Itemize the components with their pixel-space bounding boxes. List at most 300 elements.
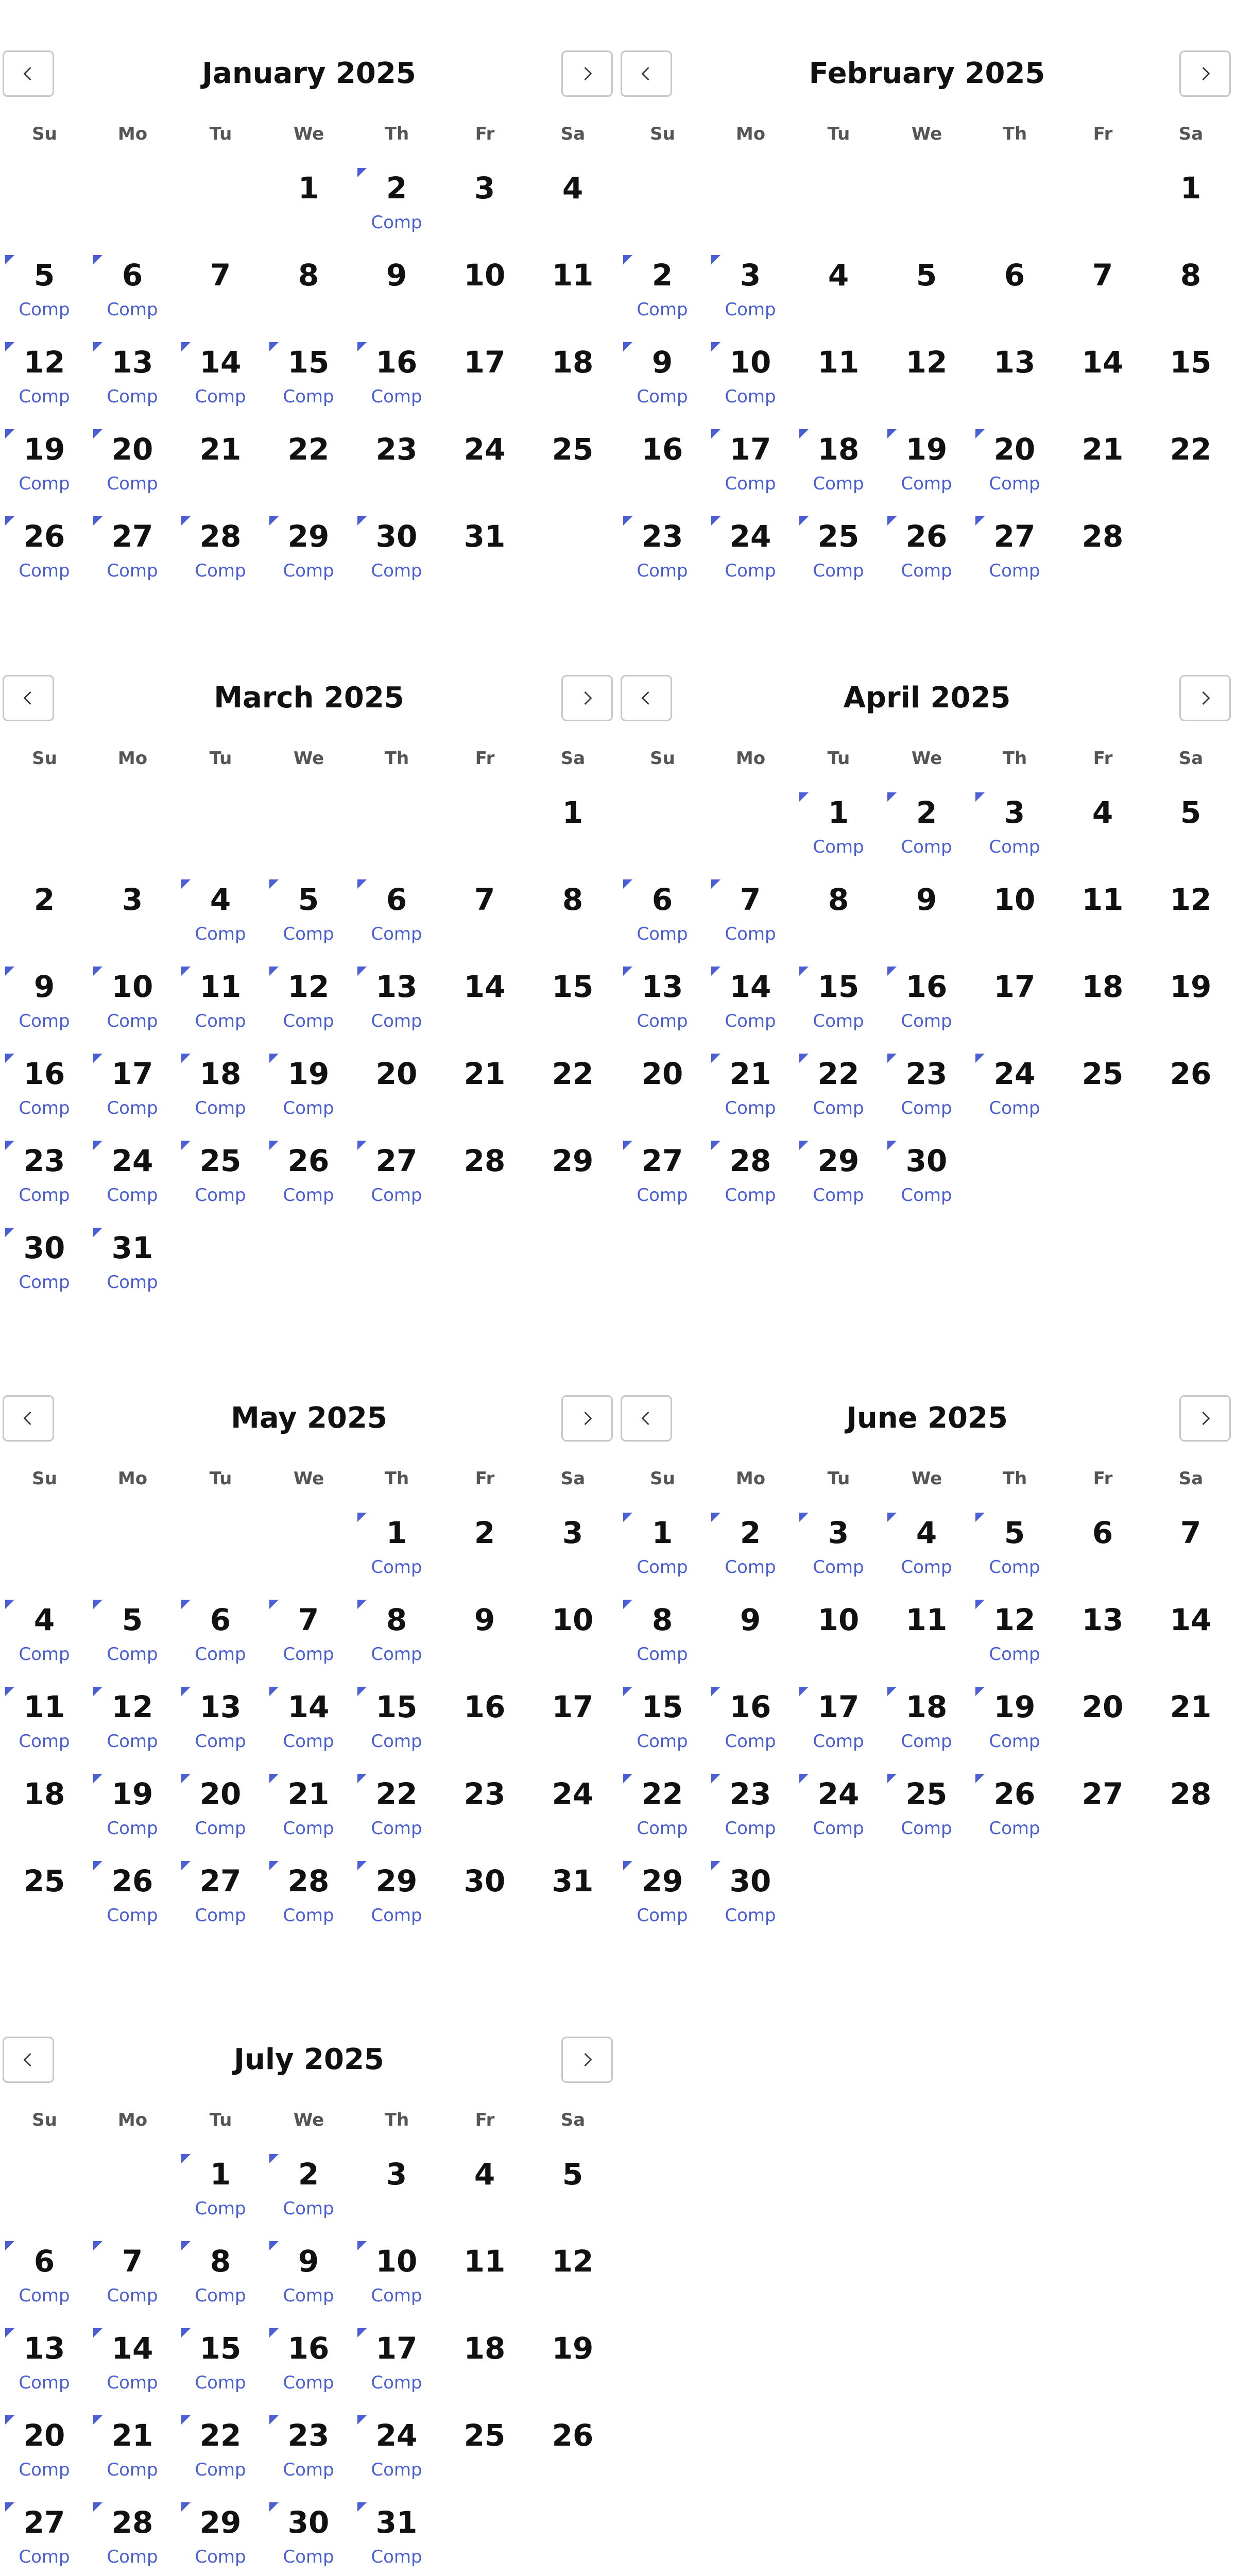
day-cell[interactable] <box>353 1040 440 1122</box>
previous-month-button[interactable] <box>3 50 54 97</box>
next-month-button[interactable] <box>1179 1395 1231 1442</box>
day-cell[interactable] <box>353 1760 440 1842</box>
day-cell[interactable] <box>883 866 970 947</box>
day-cell[interactable] <box>971 953 1058 1035</box>
day-number: 10 <box>993 882 1036 917</box>
previous-month-button[interactable] <box>621 1395 672 1442</box>
day-cell[interactable] <box>1059 1673 1146 1755</box>
day-cell[interactable] <box>1147 1586 1234 1668</box>
day-cell[interactable] <box>177 503 264 584</box>
comp-label: Comp <box>989 837 1040 857</box>
day-cell[interactable] <box>883 1040 970 1122</box>
corner-marker-icon <box>975 1513 985 1522</box>
corner-marker-icon <box>181 1774 191 1783</box>
day-cell[interactable] <box>529 1848 616 1929</box>
day-cell[interactable] <box>883 1127 970 1209</box>
day-cell[interactable] <box>795 1673 882 1755</box>
day-cell[interactable] <box>353 866 440 947</box>
comp-label: Comp <box>107 1905 158 1926</box>
day-cell[interactable] <box>353 1499 440 1581</box>
day-number: 31 <box>111 1230 153 1265</box>
day-cell[interactable] <box>1059 1499 1146 1581</box>
day-cell[interactable] <box>353 242 440 323</box>
day-cell[interactable] <box>441 2141 528 2222</box>
day-cell[interactable] <box>265 503 352 584</box>
day-cell[interactable] <box>441 1499 528 1581</box>
day-cell[interactable] <box>1059 1040 1146 1122</box>
day-cell[interactable] <box>441 1127 528 1209</box>
day-number: 17 <box>552 1689 594 1724</box>
day-cell[interactable] <box>177 2228 264 2309</box>
day-cell[interactable] <box>1147 242 1234 323</box>
day-cell[interactable] <box>353 1848 440 1929</box>
day-cell[interactable] <box>795 503 882 584</box>
day-number: 7 <box>210 258 231 293</box>
day-cell[interactable] <box>265 1586 352 1668</box>
day-cell[interactable] <box>1059 1760 1146 1842</box>
day-cell[interactable] <box>265 329 352 410</box>
day-cell[interactable] <box>971 242 1058 323</box>
day-cell[interactable] <box>529 2315 616 2396</box>
day-number: 29 <box>287 519 330 554</box>
day-cell[interactable] <box>795 1760 882 1842</box>
day-cell[interactable] <box>1 1760 88 1842</box>
day-cell[interactable] <box>1147 155 1234 236</box>
day-cell[interactable] <box>619 866 706 947</box>
corner-marker-icon <box>5 2241 14 2250</box>
day-number: 1 <box>210 2157 231 2192</box>
day-number: 31 <box>375 2505 418 2540</box>
day-cell[interactable] <box>265 2402 352 2483</box>
day-cell[interactable] <box>1 2228 88 2309</box>
day-cell[interactable] <box>1 329 88 410</box>
corner-marker-icon <box>623 516 632 526</box>
day-cell[interactable] <box>441 2402 528 2483</box>
day-cell[interactable] <box>89 242 176 323</box>
next-month-button[interactable] <box>561 1395 613 1442</box>
day-cell[interactable] <box>529 416 616 497</box>
day-number: 25 <box>817 519 860 554</box>
day-cell[interactable] <box>177 329 264 410</box>
day-cell[interactable] <box>441 329 528 410</box>
day-number: 3 <box>386 2157 407 2192</box>
day-cell[interactable] <box>883 1499 970 1581</box>
day-cell[interactable] <box>795 866 882 947</box>
comp-label: Comp <box>107 1185 158 1206</box>
day-cell[interactable] <box>1 2315 88 2396</box>
day-cell[interactable] <box>795 242 882 323</box>
corner-marker-icon <box>93 1687 102 1696</box>
corner-marker-icon <box>181 1600 191 1609</box>
day-number: 31 <box>552 1863 594 1899</box>
next-month-button[interactable] <box>1179 50 1231 97</box>
day-cell[interactable] <box>1059 866 1146 947</box>
day-cell[interactable] <box>971 1499 1058 1581</box>
day-cell[interactable] <box>89 2315 176 2396</box>
corner-marker-icon <box>357 967 367 976</box>
day-cell[interactable] <box>971 416 1058 497</box>
day-number: 8 <box>1180 258 1201 293</box>
day-cell[interactable] <box>441 953 528 1035</box>
comp-label: Comp <box>195 1731 246 1752</box>
day-cell[interactable] <box>353 1586 440 1668</box>
day-cell[interactable] <box>883 242 970 323</box>
day-cell[interactable] <box>1059 416 1146 497</box>
day-cell[interactable] <box>177 1673 264 1755</box>
next-month-button[interactable] <box>561 50 613 97</box>
day-cell[interactable] <box>1147 416 1234 497</box>
day-number: 16 <box>905 969 948 1004</box>
comp-label: Comp <box>637 1818 688 1839</box>
day-cell[interactable] <box>529 953 616 1035</box>
previous-month-button[interactable] <box>621 50 672 97</box>
day-cell[interactable] <box>177 1760 264 1842</box>
day-cell[interactable] <box>441 503 528 584</box>
day-number: 12 <box>552 2244 594 2279</box>
comp-label: Comp <box>813 473 864 494</box>
day-cell[interactable] <box>441 2228 528 2309</box>
day-cell[interactable] <box>707 503 794 584</box>
day-cell[interactable] <box>795 416 882 497</box>
corner-marker-icon <box>887 1054 897 1063</box>
day-number: 4 <box>562 171 583 206</box>
day-cell[interactable] <box>971 329 1058 410</box>
day-number: 19 <box>1170 969 1212 1004</box>
corner-marker-icon <box>711 1687 720 1696</box>
day-cell[interactable] <box>971 503 1058 584</box>
day-cell[interactable] <box>883 416 970 497</box>
day-cell[interactable] <box>795 329 882 410</box>
weekday-label: We <box>911 124 942 144</box>
day-cell[interactable] <box>265 1760 352 1842</box>
comp-label: Comp <box>901 1098 952 1118</box>
day-cell[interactable] <box>529 1040 616 1122</box>
corner-marker-icon <box>799 516 809 526</box>
day-cell[interactable] <box>1 866 88 947</box>
day-cell[interactable] <box>265 2489 352 2570</box>
day-number: 18 <box>199 1056 242 1091</box>
day-cell[interactable] <box>707 1499 794 1581</box>
day-number: 21 <box>199 432 242 467</box>
day-cell[interactable] <box>619 1499 706 1581</box>
day-cell[interactable] <box>707 1848 794 1929</box>
day-cell[interactable] <box>707 866 794 947</box>
day-cell[interactable] <box>265 2228 352 2309</box>
day-cell[interactable] <box>795 779 882 860</box>
day-cell[interactable] <box>353 416 440 497</box>
day-cell[interactable] <box>441 242 528 323</box>
day-cell[interactable] <box>795 1586 882 1668</box>
day-cell[interactable] <box>971 1760 1058 1842</box>
comp-label: Comp <box>371 386 422 407</box>
day-cell[interactable] <box>619 416 706 497</box>
comp-label: Comp <box>19 1731 70 1752</box>
day-number: 13 <box>23 2331 65 2366</box>
day-cell[interactable] <box>619 503 706 584</box>
day-cell[interactable] <box>795 953 882 1035</box>
day-cell[interactable] <box>529 1586 616 1668</box>
day-cell[interactable] <box>177 1040 264 1122</box>
day-cell[interactable] <box>883 953 970 1035</box>
day-cell[interactable] <box>1 1586 88 1668</box>
day-cell[interactable] <box>353 2141 440 2222</box>
day-cell[interactable] <box>265 155 352 236</box>
day-cell[interactable] <box>353 503 440 584</box>
day-cell[interactable] <box>177 2402 264 2483</box>
day-cell[interactable] <box>707 416 794 497</box>
day-cell[interactable] <box>265 1127 352 1209</box>
day-cell[interactable] <box>1147 1040 1234 1122</box>
next-month-button[interactable] <box>561 2037 613 2083</box>
comp-label: Comp <box>371 2372 422 2393</box>
day-cell[interactable] <box>265 1848 352 1929</box>
day-cell[interactable] <box>529 2402 616 2483</box>
day-cell[interactable] <box>529 2228 616 2309</box>
day-cell[interactable] <box>707 1673 794 1755</box>
day-cell[interactable] <box>265 866 352 947</box>
day-cell[interactable] <box>529 329 616 410</box>
day-cell[interactable] <box>529 242 616 323</box>
corner-marker-icon <box>975 1774 985 1783</box>
day-number: 26 <box>111 1863 153 1899</box>
corner-marker-icon <box>357 1600 367 1609</box>
day-cell[interactable] <box>89 866 176 947</box>
comp-label: Comp <box>107 1644 158 1665</box>
day-cell[interactable] <box>353 2315 440 2396</box>
day-number: 8 <box>210 2244 231 2279</box>
day-cell[interactable] <box>353 953 440 1035</box>
day-cell[interactable] <box>177 416 264 497</box>
day-cell[interactable] <box>353 1673 440 1755</box>
day-number: 22 <box>817 1056 860 1091</box>
comp-label: Comp <box>371 2460 422 2480</box>
day-cell[interactable] <box>265 242 352 323</box>
day-cell[interactable] <box>619 1760 706 1842</box>
corner-marker-icon <box>975 1600 985 1609</box>
day-cell[interactable] <box>707 329 794 410</box>
day-cell[interactable] <box>177 2315 264 2396</box>
day-cell[interactable] <box>265 2141 352 2222</box>
day-cell[interactable] <box>441 1760 528 1842</box>
day-cell[interactable] <box>1 416 88 497</box>
day-cell[interactable] <box>1 1214 88 1296</box>
day-cell[interactable] <box>707 1760 794 1842</box>
day-cell[interactable] <box>619 329 706 410</box>
day-cell[interactable] <box>441 416 528 497</box>
day-cell[interactable] <box>883 1760 970 1842</box>
comp-label: Comp <box>107 473 158 494</box>
comp-label: Comp <box>637 1557 688 1578</box>
day-cell[interactable] <box>1 1127 88 1209</box>
day-cell[interactable] <box>353 155 440 236</box>
day-number: 22 <box>375 1776 418 1811</box>
day-cell[interactable] <box>707 1127 794 1209</box>
day-cell[interactable] <box>971 779 1058 860</box>
day-cell[interactable] <box>265 1040 352 1122</box>
day-cell[interactable] <box>265 1673 352 1755</box>
day-cell[interactable] <box>707 242 794 323</box>
day-cell[interactable] <box>1 1673 88 1755</box>
day-cell[interactable] <box>1147 953 1234 1035</box>
day-cell[interactable] <box>971 1673 1058 1755</box>
previous-month-button[interactable] <box>621 675 672 721</box>
weekday-label: Th <box>1002 124 1027 144</box>
comp-label: Comp <box>283 2285 334 2306</box>
day-cell[interactable] <box>89 2489 176 2570</box>
day-cell[interactable] <box>1 953 88 1035</box>
day-cell[interactable] <box>89 2228 176 2309</box>
day-cell[interactable] <box>795 1040 882 1122</box>
next-month-button[interactable] <box>561 675 613 721</box>
day-cell[interactable] <box>1059 779 1146 860</box>
day-cell[interactable] <box>89 1673 176 1755</box>
day-cell[interactable] <box>883 779 970 860</box>
day-cell[interactable] <box>265 953 352 1035</box>
day-cell[interactable] <box>619 1127 706 1209</box>
day-cell[interactable] <box>971 1040 1058 1122</box>
day-cell[interactable] <box>883 1673 970 1755</box>
weekday-label: Fr <box>475 1468 495 1489</box>
day-cell[interactable] <box>1147 779 1234 860</box>
day-cell[interactable] <box>353 2402 440 2483</box>
day-cell[interactable] <box>441 1673 528 1755</box>
day-cell[interactable] <box>1 1040 88 1122</box>
day-cell[interactable] <box>529 1127 616 1209</box>
day-cell[interactable] <box>89 1214 176 1296</box>
day-cell[interactable] <box>529 779 616 860</box>
day-number: 8 <box>386 1602 407 1637</box>
day-cell[interactable] <box>89 416 176 497</box>
day-number: 4 <box>33 1602 55 1637</box>
day-cell[interactable] <box>89 953 176 1035</box>
day-cell[interactable] <box>529 866 616 947</box>
day-cell[interactable] <box>1 1848 88 1929</box>
day-cell[interactable] <box>883 1586 970 1668</box>
day-cell[interactable] <box>1059 503 1146 584</box>
day-cell[interactable] <box>883 329 970 410</box>
day-cell[interactable] <box>707 953 794 1035</box>
day-cell[interactable] <box>353 2228 440 2309</box>
day-cell[interactable] <box>529 2141 616 2222</box>
weekday-label: Mo <box>117 1468 148 1489</box>
day-number: 21 <box>464 1056 506 1091</box>
day-cell[interactable] <box>265 416 352 497</box>
day-cell[interactable] <box>1147 1499 1234 1581</box>
day-cell[interactable] <box>619 1040 706 1122</box>
day-cell[interactable] <box>441 866 528 947</box>
day-cell[interactable] <box>441 155 528 236</box>
day-cell[interactable] <box>1147 329 1234 410</box>
day-cell[interactable] <box>441 2315 528 2396</box>
day-cell[interactable] <box>1 242 88 323</box>
weekday-label: Su <box>32 2110 57 2130</box>
day-cell[interactable] <box>353 329 440 410</box>
day-cell[interactable] <box>1147 866 1234 947</box>
day-cell[interactable] <box>265 2315 352 2396</box>
day-cell[interactable] <box>1059 329 1146 410</box>
day-cell[interactable] <box>1 503 88 584</box>
day-cell[interactable] <box>1147 1760 1234 1842</box>
day-cell[interactable] <box>441 1586 528 1668</box>
day-cell[interactable] <box>441 1848 528 1929</box>
day-cell[interactable] <box>177 2489 264 2570</box>
comp-label: Comp <box>989 561 1040 581</box>
day-cell[interactable] <box>619 242 706 323</box>
previous-month-button[interactable] <box>3 675 54 721</box>
day-cell[interactable] <box>441 1040 528 1122</box>
day-number: 22 <box>287 432 330 467</box>
comp-label: Comp <box>725 1818 776 1839</box>
day-cell[interactable] <box>177 2141 264 2222</box>
day-cell[interactable] <box>529 1760 616 1842</box>
day-cell[interactable] <box>1 2489 88 2570</box>
day-cell[interactable] <box>529 155 616 236</box>
day-cell[interactable] <box>971 866 1058 947</box>
day-cell[interactable] <box>177 1586 264 1668</box>
day-cell[interactable] <box>89 329 176 410</box>
day-cell[interactable] <box>177 1127 264 1209</box>
day-cell[interactable] <box>177 1848 264 1929</box>
day-cell[interactable] <box>177 953 264 1035</box>
day-cell[interactable] <box>619 1848 706 1929</box>
day-cell[interactable] <box>1059 1586 1146 1668</box>
day-cell[interactable] <box>1059 242 1146 323</box>
day-cell[interactable] <box>619 1673 706 1755</box>
day-cell[interactable] <box>883 503 970 584</box>
day-cell[interactable] <box>971 1586 1058 1668</box>
day-cell[interactable] <box>619 953 706 1035</box>
day-cell[interactable] <box>89 1127 176 1209</box>
day-cell[interactable] <box>177 866 264 947</box>
day-cell[interactable] <box>619 1586 706 1668</box>
previous-month-button[interactable] <box>3 2037 54 2083</box>
day-number: 30 <box>375 519 418 554</box>
day-cell[interactable] <box>529 1673 616 1755</box>
day-number: 4 <box>474 2157 495 2192</box>
day-cell[interactable] <box>353 2489 440 2570</box>
day-cell[interactable] <box>89 1848 176 1929</box>
day-cell[interactable] <box>707 1586 794 1668</box>
day-cell[interactable] <box>529 1499 616 1581</box>
day-number: 9 <box>740 1602 761 1637</box>
comp-label: Comp <box>371 2547 422 2567</box>
day-number: 17 <box>375 2331 418 2366</box>
day-number: 1 <box>828 795 849 830</box>
day-cell[interactable] <box>89 1040 176 1122</box>
comp-label: Comp <box>107 2547 158 2567</box>
day-cell[interactable] <box>89 2402 176 2483</box>
day-cell[interactable] <box>353 1127 440 1209</box>
day-cell[interactable] <box>89 503 176 584</box>
day-cell[interactable] <box>89 1586 176 1668</box>
day-number: 13 <box>641 969 683 1004</box>
next-month-button[interactable] <box>1179 675 1231 721</box>
comp-label: Comp <box>19 561 70 581</box>
day-number: 23 <box>375 432 418 467</box>
day-cell[interactable] <box>707 1040 794 1122</box>
weekday-label: Th <box>384 2110 409 2130</box>
chevron-left-icon <box>637 1409 656 1428</box>
day-cell[interactable] <box>795 1499 882 1581</box>
previous-month-button[interactable] <box>3 1395 54 1442</box>
day-cell[interactable] <box>177 242 264 323</box>
day-cell[interactable] <box>795 1127 882 1209</box>
day-cell[interactable] <box>1147 1673 1234 1755</box>
day-cell[interactable] <box>89 1760 176 1842</box>
day-cell[interactable] <box>1 2402 88 2483</box>
day-cell[interactable] <box>1059 953 1146 1035</box>
corner-marker-icon <box>799 429 809 438</box>
